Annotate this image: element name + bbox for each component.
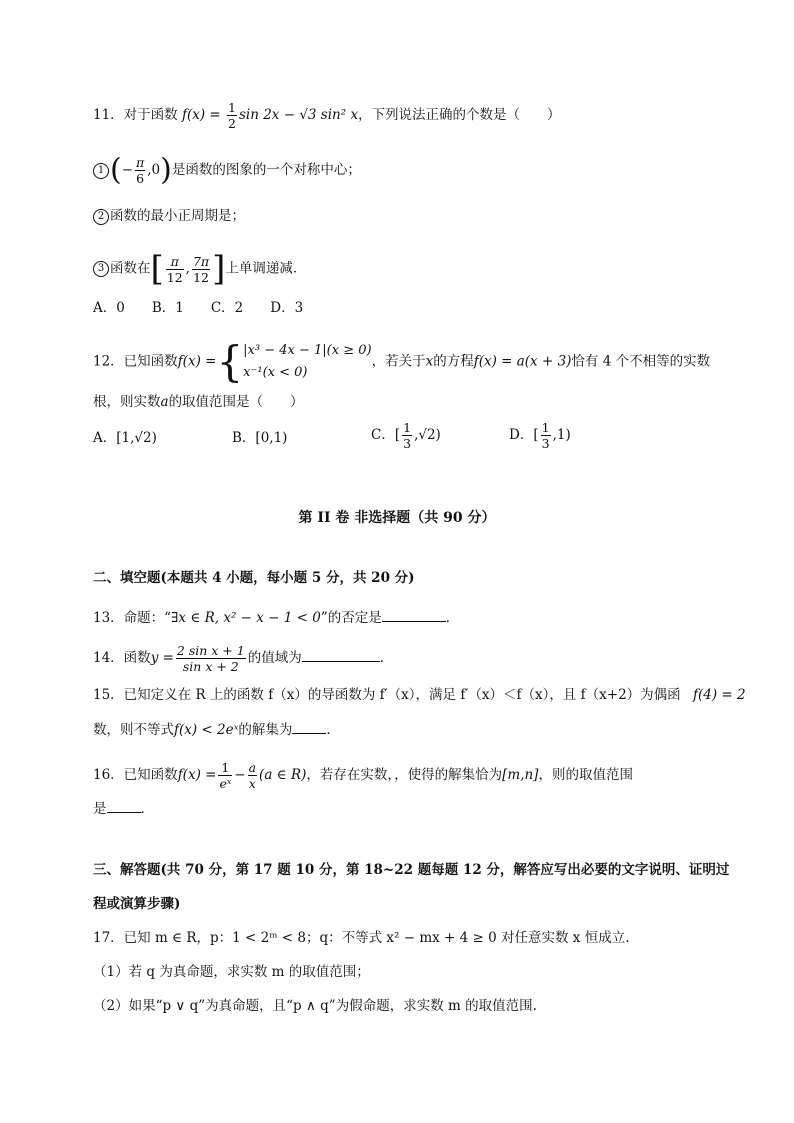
q12-case-2: x⁻¹(x < 0) — [243, 365, 308, 380]
q14-lead: 14．函数 — [93, 650, 151, 666]
q12-var: x — [425, 353, 434, 370]
q15-line2-pre: 数，则不等式 — [93, 722, 174, 738]
q16-n1: 1 — [218, 760, 232, 776]
q11-statement-1: 1 (− $\frac{\pi}{6}$ ,0)是函数的图象的一个对称中心； — [93, 155, 361, 186]
q15-answer-blank[interactable] — [292, 719, 326, 734]
q12-opt-c-frac — [402, 420, 412, 451]
question-17-part-1: （1）若 q 为真命题，求实数 m 的取值范围； — [93, 964, 370, 980]
circled-number-2: 2 — [93, 209, 109, 225]
q12-opt-d-den: 3 — [541, 436, 550, 451]
q12-opt-b-value: [0,1) — [255, 430, 288, 446]
q14-tail: 的值域为 — [247, 650, 302, 666]
q12-opt-a-label: A． — [93, 430, 117, 446]
question-11 — [93, 100, 561, 131]
q13-formula: ∃x ∈ R, x² − x − 1 < 0 — [171, 610, 321, 626]
question-12: 12．已知函数f(x) ={ |x³ − 4x − 1|(x ≥ 0) x⁻¹(x < 0) ，若关于x的方程f(x) = a(x + 3)恰有 4 个不相等的实数 — [93, 337, 711, 386]
q12-opt-d-num: 1 — [541, 420, 550, 435]
q12-opt-c-den: 3 — [403, 436, 412, 451]
q12-opt-d-label: D． — [509, 427, 534, 443]
q11-tail: ，下列说法正确的个数是（ ） — [358, 107, 561, 123]
q12-opt-d-frac — [541, 420, 551, 451]
question-14 — [93, 643, 393, 674]
q13-tail: ”的否定是 — [320, 610, 382, 626]
circled-number-1: 1 — [93, 163, 109, 179]
q12-case-1: |x³ − 4x − 1|(x ≥ 0) — [243, 343, 372, 358]
q16-f-pre: f(x) = — [177, 767, 217, 783]
q16-end: ． — [140, 801, 154, 817]
q11-frac-num: 1 — [228, 100, 236, 115]
q11-fraction — [227, 100, 237, 131]
q11-s1-num: π — [136, 155, 145, 170]
q13-lead: 13．命题：“ — [93, 610, 172, 626]
question-17-part-2: （2）如果“p ∨ q”为真命题，且“p ∧ q”为假命题，求实数 m 的取值范围. — [93, 998, 537, 1014]
q14-fraction — [176, 643, 246, 674]
circled-number-3: 3 — [93, 261, 109, 277]
q11-s3-frac-b — [192, 254, 210, 285]
q11-s3-b-num: 7π — [192, 253, 210, 269]
q11-statement-3: 3 函数在[ $\frac{\pi}{12}$ , $\frac{7\pi}{12}$ ]上单调递减． — [93, 252, 306, 286]
q11-s3-a-num: π — [166, 254, 184, 270]
q16-n2: a — [248, 760, 257, 775]
question-13 — [93, 607, 459, 628]
q16-frac-1 — [218, 760, 232, 791]
q11-frac-den: 2 — [228, 116, 236, 131]
q12-cases — [243, 340, 371, 384]
q16-answer-blank[interactable] — [107, 798, 141, 813]
section-2-heading: 二、填空题(本题共 4 小题，每小题 5 分，共 20 分) — [93, 570, 415, 586]
q16-d2: x — [248, 776, 256, 791]
q11-s1-den: 6 — [136, 171, 145, 186]
q14-answer-blank[interactable] — [302, 647, 380, 662]
q12-option-b — [232, 428, 287, 448]
q15-inequality: f(x) < 2eˣ — [174, 722, 239, 738]
q11-s3-a-den: 12 — [166, 269, 183, 285]
q11-s3-text: 上单调递减． — [225, 260, 307, 277]
q11-s1-text: 是函数的图象的一个对称中心； — [171, 162, 361, 178]
q16-tail: ，则的取值范围 — [538, 767, 633, 783]
q12-option-c — [371, 420, 441, 451]
q11-formula-post: sin 2x − √3 sin² x — [238, 107, 359, 123]
q12-mid2: 的方程 — [433, 353, 474, 370]
q11-s3-b-den: 12 — [193, 269, 209, 285]
q12-opt-c-pre: [ — [394, 427, 401, 443]
question-16-line-2 — [93, 798, 154, 819]
q12-opt-b-label: B． — [232, 430, 256, 446]
q12-opt-c-num: 1 — [403, 420, 412, 435]
question-16 — [93, 760, 633, 791]
q15-end: ． — [326, 722, 340, 738]
q16-interval: [m,n] — [502, 767, 539, 783]
q12-opt-c-label: C． — [371, 427, 395, 443]
q13-answer-blank[interactable] — [382, 607, 446, 622]
q12-equation: f(x) = a(x + 3) — [473, 353, 572, 370]
q12-mid: ，若关于 — [371, 353, 426, 370]
part-2-title: 第 II 卷 非选择题（共 90 分） — [298, 510, 496, 526]
q12-line2-pre: 根，则实数 — [93, 394, 161, 410]
question-15-line-2 — [93, 719, 340, 740]
q11-s3-pre: 函数在 — [110, 260, 151, 277]
q15-line1: 15．已知定义在 R 上的函数 f（x）的导函数为 f′（x），满足 f′（x）＜f（x），且 f（x+2）为偶函 — [93, 687, 681, 703]
q16-minus: − — [234, 767, 246, 783]
q12-opt-d-pre: [ — [533, 427, 539, 443]
q12-tail: 恰有 4 个不相等的实数 — [571, 353, 711, 370]
q12-f-pre: f(x) = — [177, 353, 217, 370]
q12-opt-c-post: ,√2) — [414, 427, 441, 443]
q16-line2: 是 — [93, 801, 107, 817]
q16-mid: ，若存在实数，，使得的解集恰为 — [306, 767, 503, 783]
q14-den: sin x + 2 — [182, 659, 239, 674]
q12-a: a — [160, 394, 169, 410]
section-3-heading-line-2: 程或演算步骤) — [93, 896, 181, 912]
q11-s1-tail: ,0 — [147, 162, 161, 178]
q11-statement-2 — [93, 206, 245, 226]
q14-y: y = — [150, 650, 174, 666]
q11-options: A．0 B．1 C．2 D．3 — [93, 300, 304, 316]
q12-line2-post: 的取值范围是（ ） — [168, 394, 304, 410]
q16-frac-2 — [248, 760, 257, 791]
q12-line-2 — [93, 392, 304, 412]
q16-d1: eˣ — [219, 776, 232, 791]
q12-opt-d-post: ,1) — [552, 427, 571, 443]
q11-formula-pre: f(x) = — [181, 107, 226, 123]
q15-line2-post: 的解集为 — [238, 722, 293, 738]
q12-option-a — [93, 428, 157, 448]
q11-s2-text: 函数的最小正周期是； — [110, 208, 245, 224]
q11-s1-fraction — [135, 155, 145, 186]
q12-lead: 12．已知函数 — [93, 353, 178, 370]
q16-cond: (a ∈ R) — [259, 767, 307, 783]
q16-lead: 16．已知函数 — [93, 767, 178, 783]
q12-option-d — [509, 420, 571, 451]
question-17: 17．已知 m ∈ R，p：1 < 2ᵐ < 8；q：不等式 x² − mx + 4 ≥ 0 对任意实数 x 恒成立. — [93, 930, 630, 946]
question-15-line-1 — [93, 685, 753, 705]
q14-num: 2 sin x + 1 — [176, 643, 245, 658]
q13-end: ． — [445, 610, 460, 626]
q12-opt-a-value: [1,√2) — [116, 430, 157, 446]
q11-lead: 11．对于函数 — [93, 107, 178, 123]
q15-condition: f(4) = 2 — [693, 687, 746, 703]
q14-end: ． — [379, 650, 394, 666]
section-3-heading-line-1: 三、解答题(共 70 分，第 17 题 10 分，第 18~22 题每题 12 分，解答应写出必要的文字说明、证明过 — [93, 862, 730, 878]
q11-s3-frac-a — [166, 254, 184, 285]
